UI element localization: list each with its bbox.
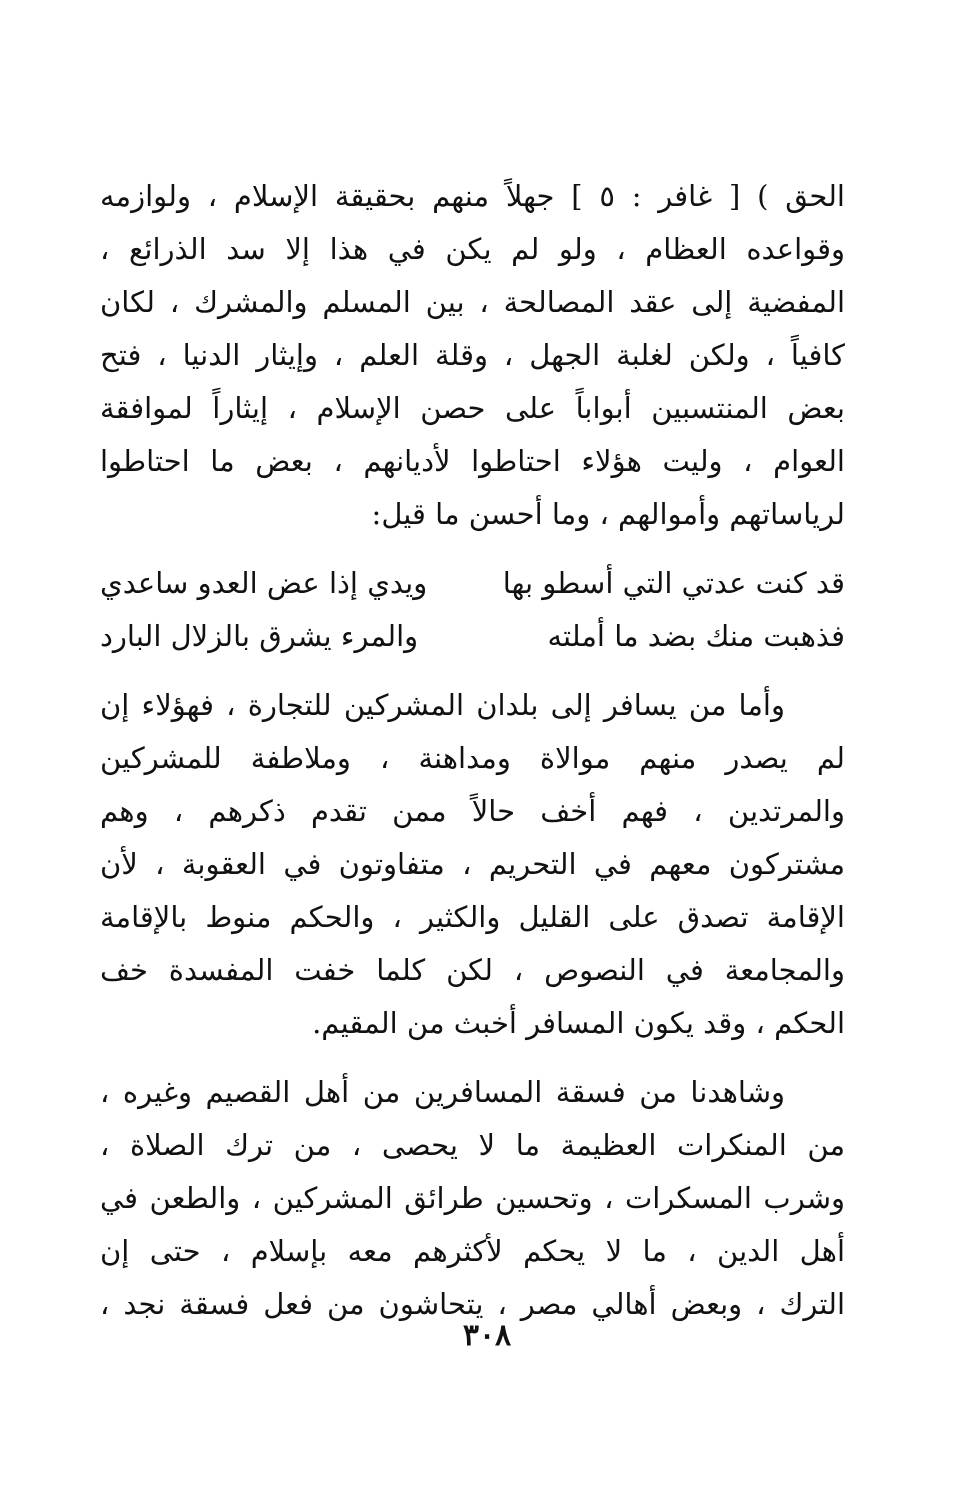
- text-line: والمرتدين ، فهم أخف حالاً ممن تقدم ذكرهم ، وهم: [100, 794, 845, 828]
- paragraph-gap: [100, 541, 845, 557]
- text-line: كافياً ، ولكن لغلبة الجهل ، وقلة العلم ، وإيثار الدنيا ، فتح: [100, 338, 845, 372]
- text-line: الحكم ، وقد يكون المسافر أخبث من المقيم.: [312, 1006, 845, 1040]
- text-line: وشاهدنا من فسقة المسافرين من أهل القصيم وغيره ،: [100, 1075, 785, 1109]
- text-line: والمجامعة في النصوص ، لكن كلما خفت المفسدة خف: [100, 953, 845, 987]
- paragraph-1: [100, 170, 845, 541]
- paragraph-gap: [100, 663, 845, 679]
- poem-second-hemistich: ويدي إذا عض العدو ساعدي: [100, 566, 428, 600]
- paragraph-gap: [100, 1050, 845, 1066]
- page-number: ٣٠٨: [462, 1318, 512, 1353]
- text-line: الحق ) [ غافر : ٥ ] جهلاً منهم بحقيقة الإسلام ، ولوازمه: [100, 179, 845, 213]
- text-line: وأما من يسافر إلى بلدان المشركين للتجارة ، فهؤلاء إن: [100, 688, 785, 722]
- paragraph-3: [100, 1066, 845, 1331]
- poem-second-hemistich: والمرء يشرق بالزلال البارد: [100, 619, 419, 653]
- text-line: المفضية إلى عقد المصالحة ، بين المسلم والمشرك ، لكان: [100, 285, 845, 319]
- paragraph-2: [100, 679, 845, 1050]
- page-body: [100, 170, 845, 1331]
- text-line: الترك ، وبعض أهالي مصر ، يتحاشون من فعل فسقة نجد ،: [100, 1287, 845, 1321]
- poem-first-hemistich: فذهبت منك بضد ما أملته: [547, 619, 845, 653]
- text-line: الإقامة تصدق على القليل والكثير ، والحكم منوط بالإقامة: [100, 900, 845, 934]
- text-line: بعض المنتسبين أبواباً على حصن الإسلام ، إيثاراً لموافقة: [100, 391, 845, 425]
- poem-first-hemistich: قد كنت عدتي التي أسطو بها: [502, 566, 845, 600]
- text-line: لم يصدر منهم موالاة ومداهنة ، وملاطفة للمشركين: [100, 741, 845, 775]
- text-line: أهل الدين ، ما لا يحكم لأكثرهم معه بإسلام ، حتى إن: [100, 1234, 845, 1268]
- poem-verse: [100, 610, 845, 663]
- poem-verse: [100, 557, 845, 610]
- poem: [100, 557, 845, 663]
- text-line: مشتركون معهم في التحريم ، متفاوتون في العقوبة ، لأن: [100, 847, 845, 881]
- text-line: العوام ، وليت هؤلاء احتاطوا لأديانهم ، بعض ما احتاطوا: [100, 444, 845, 478]
- text-line: لرياساتهم وأموالهم ، وما أحسن ما قيل:: [371, 497, 845, 531]
- text-line: من المنكرات العظيمة ما لا يحصى ، من ترك الصلاة ،: [100, 1128, 845, 1162]
- text-line: وقواعده العظام ، ولو لم يكن في هذا إلا سد الذرائع ،: [100, 232, 845, 266]
- text-line: وشرب المسكرات ، وتحسين طرائق المشركين ، والطعن في: [100, 1181, 845, 1215]
